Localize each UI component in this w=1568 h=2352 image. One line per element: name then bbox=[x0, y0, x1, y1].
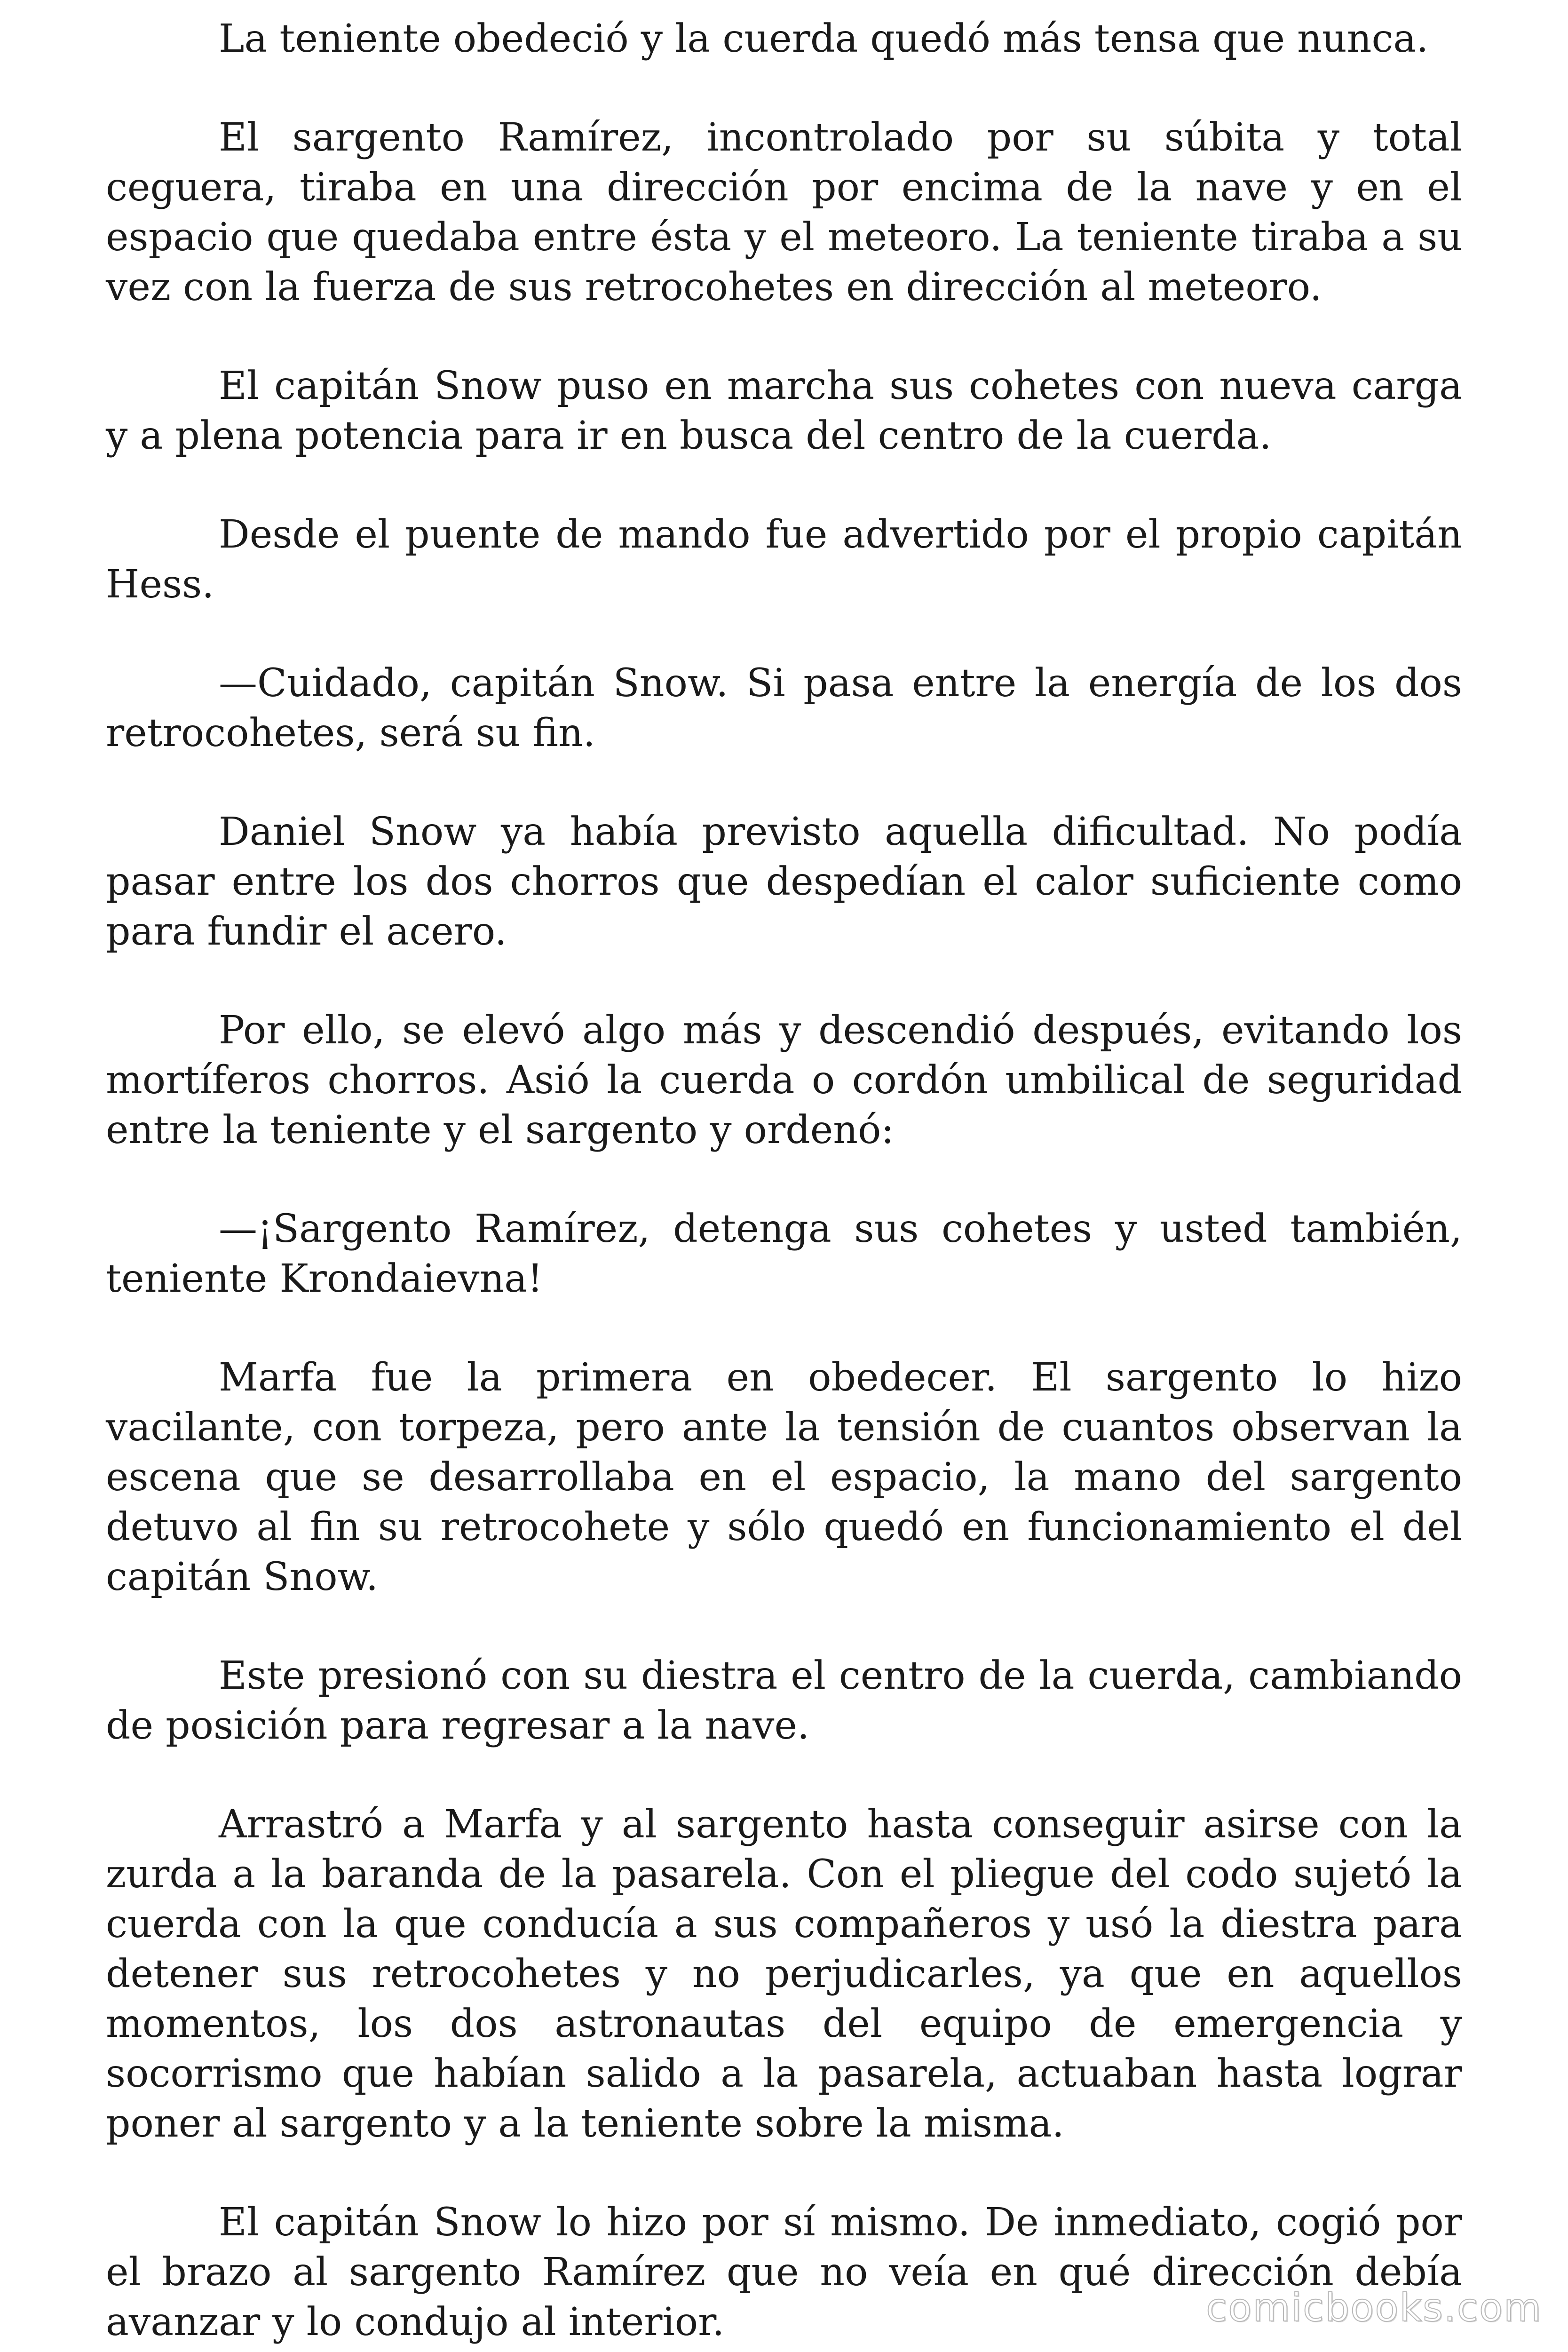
paragraph-2: El sargento Ramírez, incontrolado por su súbita y total ceguera, tiraba en una dirección por encima de la nave y en el espacio que quedaba entre ésta y el meteoro. La teniente tiraba a su vez con la fuerza de sus retrocohetes en dirección al meteoro. bbox=[106, 115, 1462, 310]
paragraph-9: Marfa fue la primera en obedecer. El sargento lo hizo vacilante, con torpeza, pero ante la tensión de cuantos observan la escena que se desarrollaba en el espacio, la mano del sargento detuvo al fin su retrocohete y sólo quedó en funcionamiento el del capitán Snow. bbox=[106, 1355, 1462, 1599]
watermark: comicbooks.com bbox=[1206, 2286, 1542, 2330]
paragraph-4: Desde el puente de mando fue advertido por el propio capitán Hess. bbox=[106, 512, 1462, 607]
paragraph-6: Daniel Snow ya había previsto aquella dificultad. No podía pasar entre los dos chorros que despedían el calor suficiente como para fundir el acero. bbox=[106, 810, 1462, 954]
paragraph-8: —¡Sargento Ramírez, detenga sus cohetes y usted también, teniente Krondaievna! bbox=[106, 1207, 1462, 1301]
paragraph-5: —Cuidado, capitán Snow. Si pasa entre la energía de los dos retrocohetes, será su fin. bbox=[106, 661, 1462, 755]
paragraph-10: Este presionó con su diestra el centro de la cuerda, cambiando de posición para regresar a la nave. bbox=[106, 1653, 1462, 1748]
paragraph-3: El capitán Snow puso en marcha sus cohetes con nueva carga y a plena potencia para ir en busca del centro de la cuerda. bbox=[106, 364, 1462, 458]
paragraph-11: Arrastró a Marfa y al sargento hasta conseguir asirse con la zurda a la baranda de la pasarela. Con el pliegue del codo sujetó la cuerda con la que conducía a sus compañeros y usó la diestra para detener sus retrocohetes y no perjudicarles, ya que en aquellos momentos, los dos astronautas del equipo de emergencia y socorrismo que habían salido a la pasarela, actuaban hasta lograr poner al sargento y a la teniente sobre la misma. bbox=[106, 1802, 1462, 2146]
paragraph-12: El capitán Snow lo hizo por sí mismo. De inmediato, cogió por el brazo al sargento Ramírez que no veía en qué dirección debía avanzar y lo condujo al interior. bbox=[106, 2200, 1462, 2344]
paragraph-7: Por ello, se elevó algo más y descendió después, evitando los mortíferos chorros. Asió la cuerda o cordón umbilical de seguridad entre la teniente y el sargento y ordenó: bbox=[106, 1008, 1462, 1152]
paragraph-1: La teniente obedeció y la cuerda quedó más tensa que nunca. bbox=[219, 16, 1429, 61]
